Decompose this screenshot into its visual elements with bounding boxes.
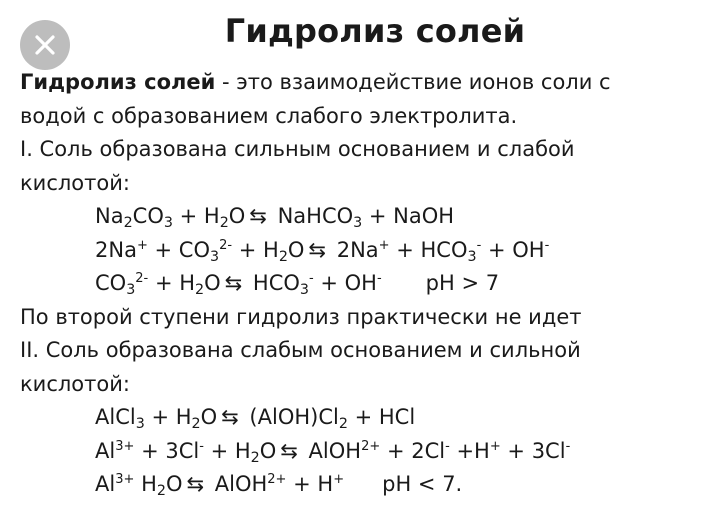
equilibrium-arrow-icon: ⇆ [308,237,327,262]
section1-equation-1: $Na_2CO_3 + H_2O$ ⇆ NaHCO$_3$ + NaOH [95,204,455,231]
page-title: Гидролиз солей [224,12,526,50]
ph-value: pH > 7 [425,271,500,295]
section2-equation-3: $Al^{3+}$ $H_2O$ ⇆ AlOH$^{2+}$ + H+ pH < 7. [95,472,463,499]
document-body [20,66,710,502]
definition-line-2: водой с образованием слабого электролита. [20,103,518,128]
section1-heading-line-1: I. Соль образована сильным основанием и слабой [20,137,575,161]
equilibrium-arrow-icon: ⇆ [186,472,205,496]
section1-heading-line-2: кислотой: [20,170,130,195]
definition-text: - это взаимодействие ионов соли с [215,70,611,94]
section2-heading-line-1: II. Соль образована слабым основанием и сильной [20,338,581,362]
section1-equation-3: $CO_3^{2-} + H_2O$ ⇆ $HCO_3^- + OH^-$ pH > 7 [95,271,500,298]
equilibrium-arrow-icon: ⇆ [280,438,298,463]
equilibrium-arrow-icon: ⇆ [224,271,243,295]
equilibrium-arrow-icon: ⇆ [221,405,239,429]
ph-value: pH < 7. [382,472,463,496]
section2-equation-2: $Al^{3+} + 3Cl^- + H_2O$ ⇆ AlOH$^{2+}$ + 2Cl- +H+ + 3Cl- [95,438,571,466]
section2-equation-1: AlCl$_3$ + $H_2O$ ⇆ $(AlOH)Cl_2$ + HCl [95,405,416,432]
section1-note: По второй ступени гидролиз практически не идет [20,304,582,329]
definition-line-1 [20,66,710,100]
section1-equation-2: $2Na^+ + CO_3^{2-} + H_2O$ ⇆ $2Na^+ + HCO_3^- + OH^-$ [95,237,550,265]
definition-term: Гидролиз солей [20,70,216,94]
equilibrium-arrow-icon: ⇆ [249,204,267,228]
section2-heading-line-2: кислотой: [20,371,130,396]
